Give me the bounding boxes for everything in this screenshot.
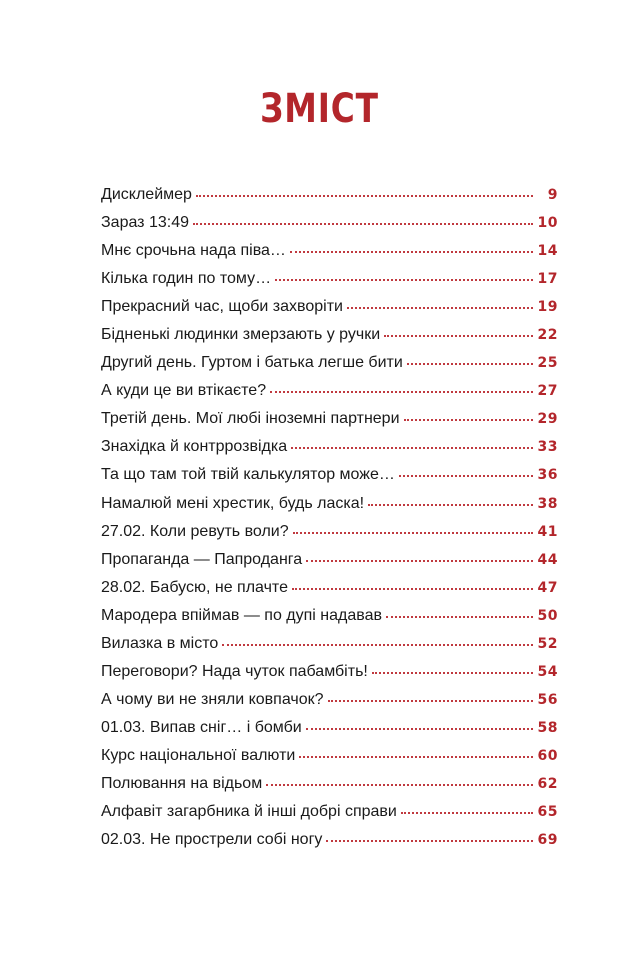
dot-leader — [299, 756, 532, 758]
toc-entry-page-number: 25 — [537, 355, 558, 372]
toc-entry-title: Мародера впіймав — по дупі надавав — [101, 606, 382, 624]
toc-entry — [101, 579, 558, 607]
dot-leader — [292, 588, 533, 590]
dot-leader — [275, 279, 532, 281]
toc-entry-page-number: 22 — [537, 327, 558, 344]
toc-entry-title: Та що там той твій калькулятор може… — [101, 466, 395, 484]
dot-leader — [404, 419, 533, 421]
toc-entry-title: А куди це ви втікаєте? — [101, 382, 267, 400]
toc-entry-page-number: 47 — [537, 579, 558, 596]
toc-entry-page-number: 10 — [537, 215, 558, 232]
toc-entry — [101, 775, 558, 803]
toc-entry-title: Намалюй мені хрестик, будь ласка! — [101, 494, 365, 512]
toc-entry — [101, 635, 558, 663]
toc-entry-title: Третій день. Мої любі іноземні партнери — [101, 410, 400, 428]
toc-entry-page-number: 65 — [537, 804, 558, 821]
toc-entry — [101, 523, 558, 551]
toc-entry-page-number: 27 — [537, 383, 558, 400]
toc-entry-title: Мнє срочьна нада піва… — [101, 242, 286, 260]
toc-entry-page-number: 62 — [537, 775, 558, 792]
toc-entry-title: Другий день. Гуртом і батька легше бити — [101, 354, 403, 372]
toc-entry-title: Кілька годин по тому… — [101, 270, 272, 288]
dot-leader — [306, 560, 532, 562]
toc-entry-page-number: 41 — [537, 523, 558, 540]
toc-entry-title: Прекрасний час, щоби захворіти — [101, 298, 343, 316]
toc-entry — [101, 803, 558, 831]
toc-entry — [101, 691, 558, 719]
toc-entry-page-number: 14 — [537, 243, 558, 260]
toc-entry-title: 28.02. Бабусю, не плачте — [101, 578, 288, 596]
dot-leader — [196, 195, 533, 197]
toc-entry-page-number: 50 — [537, 607, 558, 624]
dot-leader — [193, 223, 533, 225]
toc-entry-page-number: 44 — [537, 551, 558, 568]
toc-entry — [101, 382, 558, 410]
toc-entry-title: Алфавіт загарбника й інші добрі справи — [101, 803, 397, 821]
toc-entry — [101, 551, 558, 579]
dot-leader — [407, 363, 533, 365]
toc-entry-page-number: 9 — [547, 187, 558, 203]
toc-entry-page-number: 56 — [537, 691, 558, 708]
toc-entry — [101, 214, 558, 242]
toc-entry — [101, 242, 558, 270]
toc-entry-title: Курс національної валюти — [101, 746, 296, 764]
toc-entry-page-number: 33 — [537, 439, 558, 456]
toc-entry-page-number: 54 — [537, 663, 558, 680]
toc-entry — [101, 186, 558, 214]
dot-leader — [290, 251, 533, 253]
dot-leader — [326, 840, 532, 842]
toc-entry — [101, 354, 558, 382]
dot-leader — [386, 616, 533, 618]
toc-entry-title: Бідненькі людинки змерзають у ручки — [101, 326, 381, 344]
toc-entry — [101, 326, 558, 354]
toc-entry — [101, 410, 558, 438]
dot-leader — [222, 644, 532, 646]
toc-entry-title: Знахідка й контррозвідка — [101, 438, 288, 456]
toc-entry-title: 27.02. Коли ревуть воли? — [101, 522, 289, 540]
dot-leader — [401, 812, 533, 814]
toc-entry — [101, 270, 558, 298]
dot-leader — [384, 335, 532, 337]
dot-leader — [347, 307, 533, 309]
toc-entry-title: Переговори? Нада чуток пабамбіть! — [101, 662, 368, 680]
dot-leader — [291, 447, 532, 449]
toc-entry-page-number: 36 — [537, 467, 558, 484]
dot-leader — [293, 532, 533, 534]
toc-entry-page-number: 17 — [537, 271, 558, 288]
toc-entry-title: Дисклеймер — [101, 186, 192, 203]
toc-entry — [101, 607, 558, 635]
toc-entry — [101, 663, 558, 691]
dot-leader — [372, 672, 533, 674]
dot-leader — [399, 475, 533, 477]
toc-entry-page-number: 52 — [537, 635, 558, 652]
toc-entry-page-number: 69 — [537, 832, 558, 849]
toc-entry-page-number: 38 — [537, 495, 558, 512]
toc-entry — [101, 719, 558, 747]
dot-leader — [266, 784, 532, 786]
toc-entry — [101, 466, 558, 494]
dot-leader — [270, 391, 532, 393]
toc-entry-page-number: 19 — [537, 299, 558, 316]
page-title: ЗМІСТ — [260, 86, 379, 132]
toc-entry-page-number: 60 — [537, 747, 558, 764]
toc-entry-title: Пропаганда — Папроданга — [101, 550, 303, 568]
toc-entry-title: 02.03. Не прострели собі ногу — [101, 831, 323, 849]
toc-entry — [101, 495, 558, 523]
table-of-contents — [101, 186, 558, 859]
toc-entry — [101, 438, 558, 466]
toc-entry — [101, 831, 558, 859]
toc-entry-title: Полювання на відьом — [101, 774, 263, 792]
dot-leader — [306, 728, 533, 730]
toc-entry-title: 01.03. Випав сніг… і бомби — [101, 718, 302, 736]
toc-entry — [101, 298, 558, 326]
toc-entry-page-number: 29 — [537, 411, 558, 428]
dot-leader — [368, 504, 532, 506]
toc-entry-title: Вилазка в місто — [101, 634, 219, 652]
toc-entry-title: А чому ви не зняли ковпачок? — [101, 690, 324, 708]
dot-leader — [328, 700, 533, 702]
toc-entry-page-number: 58 — [537, 719, 558, 736]
toc-entry-title: Зараз 13:49 — [101, 214, 189, 232]
toc-entry — [101, 747, 558, 775]
